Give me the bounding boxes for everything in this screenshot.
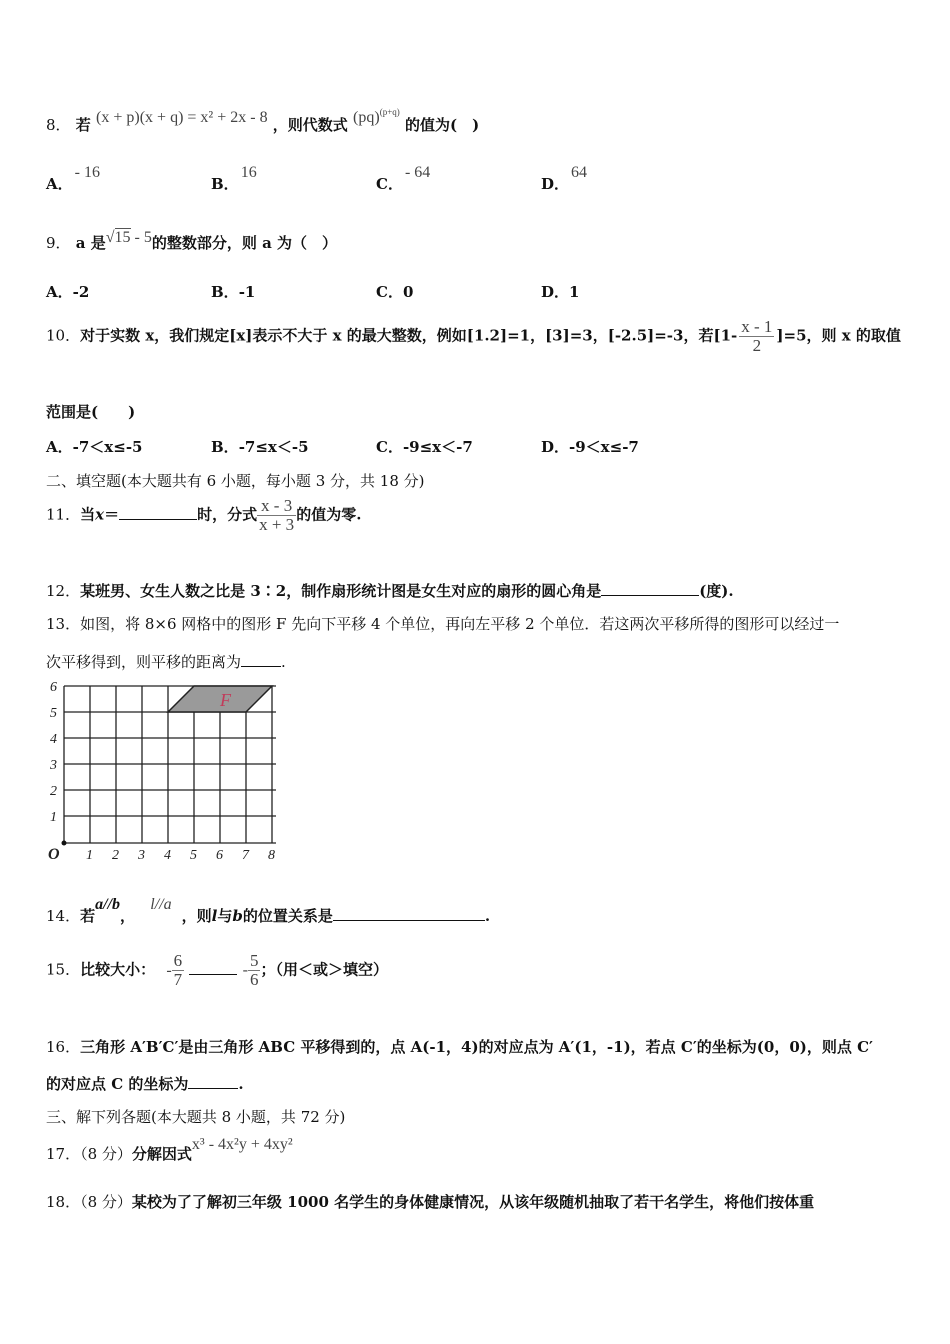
question-11: 11．当x＝ 时，分式 $\frac{x - 3}{x + 3}$ 的值为零. — [46, 496, 362, 534]
origin-dot — [62, 841, 67, 846]
question-number: 18． — [46, 1193, 81, 1211]
question-12: 12．某班男、女生人数之比是 3∶2，制作扇形统计图是女生对应的扇形的圆心角是 (度). — [46, 582, 734, 600]
score: （8 分） — [80, 1145, 132, 1163]
origin-label: O — [48, 846, 60, 863]
fraction-right: $\frac{5}{6}$ — [249, 951, 259, 989]
grid-figure — [40, 676, 290, 868]
option-d: D．1 — [541, 283, 580, 301]
question-15: 15．比较大小： - $\frac{6}{7}$ - $\frac{5}{6}$ ；（用＜或＞填空） — [46, 951, 388, 989]
option-b: B．16 — [211, 164, 257, 193]
question-16: 16．三角形 A′B′C′是由三角形 ABC 平移得到的，点 A(-1，4)的对应点为 A′(1，-1)，若点 C′的坐标为(0，0)，则点 C′ — [46, 1038, 873, 1056]
question-number: 10． — [46, 326, 81, 345]
option-a: A．-2 — [46, 283, 90, 301]
option-c: C．0 — [376, 283, 414, 301]
question-13-line2: 次平移得到，则平移的距离为 . — [46, 653, 286, 671]
equation: (x + p)(x + q) = x² + 2x - 8 — [96, 109, 268, 126]
question-number: 16． — [46, 1038, 81, 1056]
answer-blank[interactable] — [333, 905, 485, 921]
fraction: $\frac{x - 1}{2}$ — [741, 317, 773, 355]
question-17: 17．（8 分）分解因式x³ - 4x²y + 4xy² — [46, 1136, 293, 1163]
option-a: A．- 16 — [46, 164, 100, 193]
option-d: D．-9＜x≤-7 — [541, 438, 639, 456]
answer-blank[interactable] — [189, 959, 237, 975]
answer-blank[interactable] — [119, 504, 197, 520]
x-tick: 5 — [190, 848, 197, 863]
question-9: 9． a 是√15 - 5的整数部分，则 a 为（ ） — [46, 229, 338, 252]
x-tick: 4 — [164, 848, 171, 863]
sqrt-icon: √ — [105, 229, 115, 246]
fraction-left: $\frac{6}{7}$ — [173, 951, 183, 989]
option-c: C．-9≤x＜-7 — [376, 438, 473, 456]
x-tick: 1 — [86, 848, 93, 863]
x-tick: 7 — [242, 848, 249, 863]
option-d: D．64 — [541, 164, 588, 193]
option-b: B．-7≤x＜-5 — [211, 438, 309, 456]
section-heading-2: 二、填空题(本大题共有 6 小题，每小题 3 分，共 18 分) — [46, 472, 425, 490]
option-a: A．-7＜x≤-5 — [46, 438, 143, 456]
question-number: 8． — [46, 116, 71, 134]
question-10-line2: 范围是( ) — [46, 403, 136, 421]
answer-blank[interactable] — [188, 1073, 238, 1089]
question-8: 8． 若 (x + p)(x + q) = x² + 2x - 8 ，则代数式 (pq)$^{(p+q)}$ 的值为( ) — [46, 107, 480, 134]
y-tick: 4 — [50, 732, 57, 747]
question-number: 15． — [46, 960, 81, 979]
section-heading-3: 三、解下列各题(本大题共 8 小题，共 72 分) — [46, 1108, 346, 1126]
question-18: 18．（8 分）某校为了了解初三年级 1000 名学生的身体健康情况，从该年级随机抽取了若干名学生，将他们按体重 — [46, 1193, 815, 1211]
question-16-line2: 的对应点 C 的坐标为 . — [46, 1075, 244, 1093]
question-10: 10．对于实数 x，我们规定[x]表示不大于 x 的最大整数，例如[1.2]=1，[3]=3，[-2.5]=-3，若[1- $\frac{x - 1}{2}$ ]=5，则 x 的取值 — [46, 317, 901, 355]
radical-expression: √15 - 5 — [105, 229, 152, 246]
y-tick: 1 — [50, 810, 57, 825]
x-tick: 3 — [138, 848, 145, 863]
score: （8 分） — [80, 1193, 132, 1211]
question-number: 13． — [46, 615, 81, 633]
question-number: 17． — [46, 1145, 81, 1163]
question-number: 12． — [46, 582, 81, 600]
y-tick: 6 — [50, 680, 57, 695]
question-number: 11． — [46, 505, 81, 524]
question-number: 9． — [46, 234, 71, 252]
question-14: 14．若a//b， l//a，则l与b的位置关系是 . — [46, 896, 491, 925]
option-c: C．- 64 — [376, 164, 431, 193]
x-tick: 2 — [112, 848, 119, 863]
expression: x³ - 4x²y + 4xy² — [191, 1136, 293, 1153]
x-tick: 6 — [216, 848, 223, 863]
question-13: 13．如图，将 8×6 网格中的图形 F 先向下平移 4 个单位，再向左平移 2 个单位．若这两次平移所得的图形可以经过一 — [46, 615, 840, 633]
question-number: 14． — [46, 907, 81, 925]
expression: (pq)$^{(p+q)}$ — [353, 107, 400, 126]
y-tick: 3 — [50, 758, 57, 773]
x-tick: 8 — [268, 848, 275, 863]
y-tick: 2 — [50, 784, 57, 799]
fraction: $\frac{x - 3}{x + 3}$ — [259, 496, 295, 534]
answer-blank[interactable] — [241, 651, 281, 667]
option-b: B．-1 — [211, 283, 256, 301]
shape-label: F — [220, 690, 231, 710]
answer-blank[interactable] — [601, 580, 699, 596]
y-tick: 5 — [50, 706, 57, 721]
